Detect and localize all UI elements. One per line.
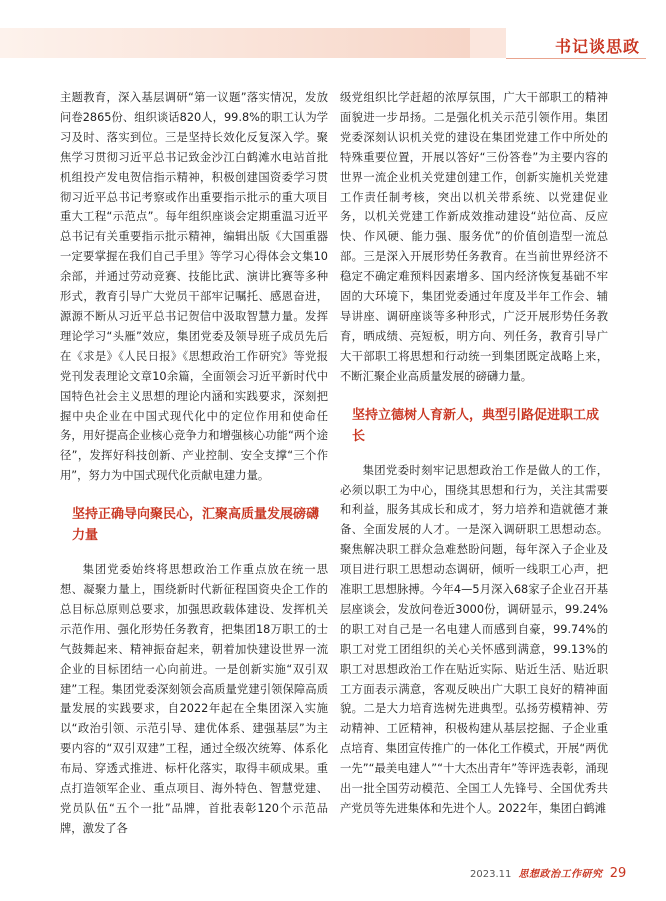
left-paragraph-1: 主题教育，深入基层调研“第一议题”落实情况，发放问卷2865份、组织谈话820人，99.8%的职工认为学习及时、落实到位。三是坚持长效化反复深入学。聚焦学习贯彻习近平总书记致金沙江白鹤滩水电站首批机组投产发电贺信指示精神，积极创建国资委学习贯彻习近平总书记考察或作出重要指示批示的重大项目重大工程“示范点”。每年组织座谈会定期重温习近平总书记有关重要指示批示精神，编辑出版《大国重器一定要掌握在我们自己手里》等学习心得体会文集10余部，并通过劳动竞赛、技能比武、演讲比赛等多种形式，教育引导广大党员干部牢记嘱托、感恩奋进，源源不断从习近平总书记贺信中汲取智慧力量。发挥理论学习“头雁”效应，集团党委及领导班子成员先后在《求是》《人民日报》《思想政治工作研究》等党报党刊发表理论文章10余篇，全面领会习近平新时代中国特色社会主义思想的理论内涵和实践要求，深刻把握中央企业在中国式现代化中的定位作用和使命任务，用好提高企业核心竞争力和增强核心功能“两个途径”，发挥好科技创新、产业控制、安全支撑“三个作用”，努力为中国式现代化贡献电建力量。 — [60, 91, 328, 483]
section-title: 书记谈思政 — [554, 37, 640, 56]
left-column — [60, 88, 328, 839]
right-column — [340, 88, 608, 819]
right-section-heading: 坚持立德树人育新人，典型引路促进职工成长 — [352, 407, 600, 444]
left-paragraph-2: 集团党委始终将思想政治工作重点放在统一思想、凝聚力量上，围绕新时代新征程国资央企工作的总目标总原则总要求，加强思政载体建设、发挥机关示范作用、强化形势任务教育，把集团18万职工的士气鼓舞起来、精神振奋起来，朝着加快建设世界一流企业的目标团结一心向前进。一是创新实施“双引双建”工程。集团党委深刻领会高质量党建引领保障高质量发展的实践要求，自2022年起在全集团深入实施以“政治引领、示范引导、建优体系、建强基层”为主要内容的“双引双建”工程，通过全级次统筹、体系化布局、穿透式推进、标杆化落实，取得丰硕成果。重点打造领军企业、重点项目、海外特色、智慧党建、党员队伍“五个一批”品牌，首批表彰120个示范品牌，激发了各 — [60, 563, 328, 835]
header-rule — [506, 58, 646, 59]
header-gradient — [0, 28, 470, 58]
right-paragraph-2: 集团党委时刻牢记思想政治工作是做人的工作，必须以职工为中心，围绕其思想和行为，关注其需要和利益，服务其成长和成才，努力培养和造就德才兼备、全面发展的人才。一是深入调研职工思想动态。聚焦解决职工群众急难愁盼问题，每年深入子企业及项目进行职工思想动态调研，倾听一线职工心声，把准职工思想脉搏。今年4—5月深入68家子企业召开基层座谈会，发放问卷近3000份，调研显示，99.24%的职工对自己是一名电建人而感到自豪，99.74%的职工对党工团组织的关心关怀感到满意，99.13%的职工对思想政治工作在贴近实际、贴近生活、贴近职工方面表示满意，客观反映出广大职工良好的精神面貌。二是大力培育选树先进典型。弘扬劳模精神、劳动精神、工匠精神，积极构建从基层挖掘、子企业重点培育、集团宣传推广的一体化工作模式，开展“两优一先”“最美电建人”“十大杰出青年”等评选表彰，涌现出一批全国劳动模范、全国工人先锋号、全国优秀共产党员等先进集体和先进个人。2022年，集团白鹤滩 — [340, 463, 608, 815]
magazine-name: 思想政治工作研究 — [518, 869, 603, 880]
right-paragraph-1: 级党组织比学赶超的浓厚氛围，广大干部职工的精神面貌进一步昂扬。二是强化机关示范引领作用。集团党委深刻认识机关党的建设在集团党建工作中所处的特殊重要位置，开展以答好“三份答卷”为主要内容的世界一流企业机关党建创建工作，创新实施机关党建工作责任制考核，突出以机关带系统、以党建促业务，以机关党建工作新成效推动建设“站位高、反应快、作风硬、能力强、服务优”的价值创造型一流总部。三是深入开展形势任务教育。在当前世界经济不稳定不确定难预料因素增多、国内经济恢复基础不牢固的大环境下，集团党委通过年度及半年工作会、辅导讲座、调研座谈等多种形式，广泛开展形势任务教育，晒成绩、亮短板，明方向、列任务，教育引导广大干部职工将思想和行动统一到集团既定战略上来，不断汇聚企业高质量发展的磅礴力量。 — [340, 91, 608, 383]
page-number: 29 — [609, 866, 627, 881]
left-section-heading: 坚持正确导向聚民心，汇聚高质量发展磅礴力量 — [72, 507, 320, 544]
issue-date: 2023.11 — [470, 869, 512, 880]
page-footer — [470, 865, 626, 881]
